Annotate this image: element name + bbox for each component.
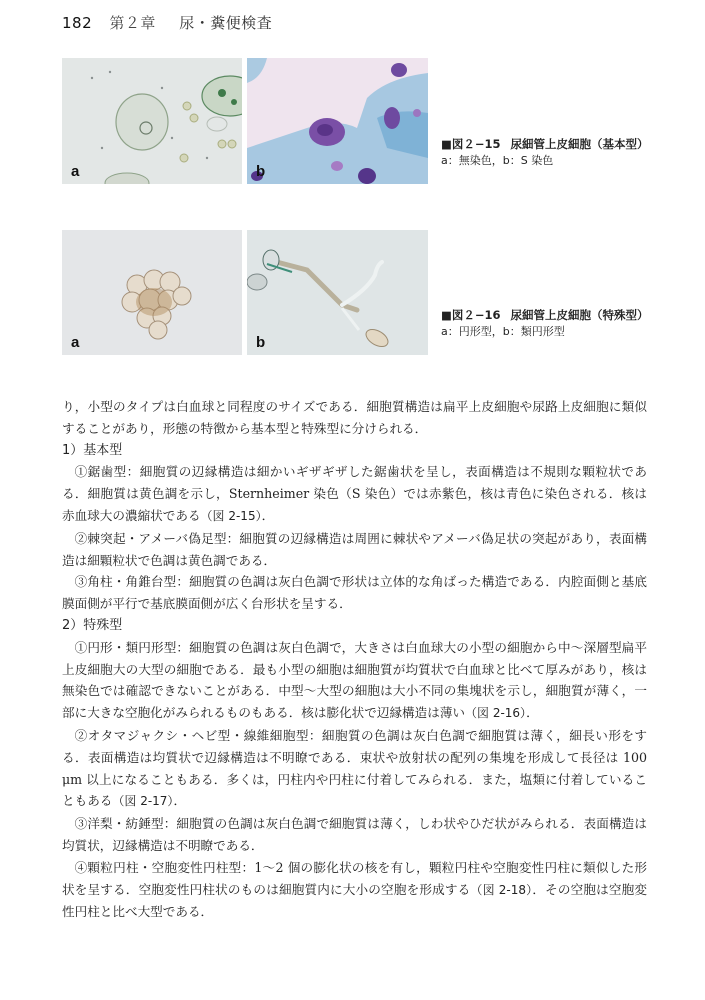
figure-2-16-panel-b xyxy=(247,230,428,355)
figure-reference-2-15[interactable]: （図 2-15） xyxy=(200,508,262,523)
chapter-number: 第２章 xyxy=(109,14,156,32)
figure-2-15-caption xyxy=(441,136,656,169)
figure-number: ■図２−15 xyxy=(441,137,501,151)
paragraph-intro: り，小型のタイプは白血球と同程度のサイズである．細胞質構造は扁平上皮細胞や尿路上皮細胞に類似することがあり，形態の特徴から基本型と特殊型に分けられる． xyxy=(62,399,647,436)
figure-subcaption: a：無染色，b：S 染色 xyxy=(441,154,554,167)
micrograph-elongated-type-image xyxy=(247,230,428,355)
paragraph-pear-type: ③洋梨・紡錘型：細胞質の色調は灰白色調で細胞質は薄く，しわ状やひだ状がみられる．表面構造は均質状，辺縁構造は不明瞭である． xyxy=(62,816,647,853)
figure-subcaption: a：円形型，b：類円形型 xyxy=(441,325,565,338)
panel-label: b xyxy=(256,334,266,351)
paragraph-cast-type: ④顆粒円柱・空胞変性円柱型：1〜2 個の膨化状の核を有し，顆粒円柱や空胞変性円柱に類似した形状を呈する．空胞変性円柱状のものは細胞質内に大小の空胞を形成する（図 2-18）．その空胞は空胞変性円柱と比べ大型である． xyxy=(62,859,648,920)
body-text xyxy=(62,396,647,923)
figure-reference-2-18[interactable]: （図 2-18） xyxy=(470,882,533,897)
figure-reference-2-17[interactable]: （図 2-17） xyxy=(112,794,174,809)
micrograph-s-stain-image xyxy=(247,58,428,184)
paragraph-spiny-type: ②棘突起・アメーバ偽足型：細胞質の辺縁構造は周囲に棘状やアメーバ偽足状の突起があり，表面構造は細顆粒状で色調は黄色調である． xyxy=(62,530,647,568)
section-heading-basic-type: 1）基本型 xyxy=(62,442,123,458)
figure-2-15-panel-b xyxy=(247,58,428,184)
figure-title: 尿細管上皮細胞（基本型） xyxy=(510,137,649,151)
section-heading-special-type: 2）特殊型 xyxy=(62,617,123,633)
figure-title: 尿細管上皮細胞（特殊型） xyxy=(510,308,649,322)
figure-2-16-caption xyxy=(441,307,656,340)
panel-label: b xyxy=(256,163,266,180)
figure-2-16-panel-a xyxy=(62,230,242,355)
figure-2-15-panel-a xyxy=(62,58,242,184)
micrograph-round-type-image xyxy=(62,230,242,355)
paragraph-round-type: ①円形・類円形型：細胞質の色調は灰白色調で，大きさは白血球大の小型の細胞から中〜深層型扁平上皮細胞大の大型の細胞である．最も小型の細胞は細胞質が均質状で白血球と比べて厚みがあり，核は無染色では確認できないことがある．中型〜大型の細胞は大小不同の集塊状を示し，細胞質が薄く，一部に大きな空胞化がみられるものもある．核は膨化状で辺縁構造は薄い（図 2-16）． xyxy=(62,639,647,721)
figure-reference-2-16[interactable]: （図 2-16） xyxy=(465,706,527,721)
panel-label: a xyxy=(71,163,80,180)
chapter-title: 尿・糞便検査 xyxy=(179,14,273,32)
running-header xyxy=(62,12,272,33)
page-number: 182 xyxy=(62,14,93,32)
paragraph-sawtooth-type: ①鋸歯型：細胞質の辺縁構造は細かいギザギザした鋸歯状を呈し，表面構造は不規則な顆粒状である．細胞質は黄色調を示し，Sternheimer 染色（S 染色）では赤紫色，核は青色に染色される．核は赤血球大の濃縮状である（図 2-15）． xyxy=(62,464,647,523)
paragraph-tadpole-type: ②オタマジャクシ・ヘビ型・線維細胞型：細胞質の色調は灰白色調で細胞質は薄く，細長い形をする．表面構造は均質状で辺縁構造は不明瞭である．束状や放射状の配列の集塊を形成して長径は 100 μm 以上になることもある．多くは，円柱内や円柱に付着してみられる．また，塩類に付着していることもある（図 2-17）． xyxy=(62,727,647,809)
paragraph-prism-type: ③角柱・角錐台型：細胞質の色調は灰白色調で形状は立体的な角ばった構造である．内腔面側と基底膜面側が平行で基底膜面側が広く台形状を呈する． xyxy=(62,574,648,612)
panel-label: a xyxy=(71,334,80,351)
figure-number: ■図２−16 xyxy=(441,308,501,322)
micrograph-unstained-image xyxy=(62,58,242,184)
